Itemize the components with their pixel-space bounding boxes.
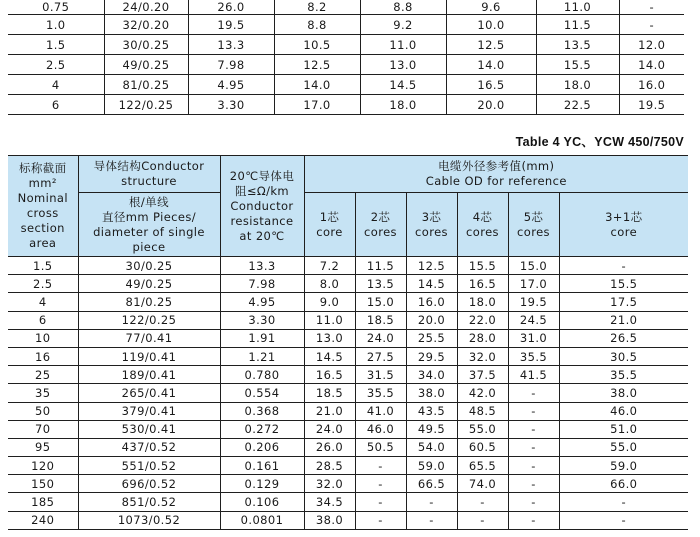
table-cell: 49.5 <box>406 420 457 438</box>
header-conductor-structure: 导体结构Conductor structure <box>78 156 220 193</box>
table-cell: 120 <box>8 457 78 475</box>
table-cell: 41.5 <box>508 366 559 384</box>
table-cell: 31.0 <box>508 329 559 347</box>
table-cell: 13.3 <box>220 257 304 275</box>
table-cell: 15.5 <box>457 257 508 275</box>
table-cell: 7.98 <box>188 55 274 75</box>
table-cell: 32.0 <box>457 347 508 365</box>
table-cell: 48.5 <box>457 402 508 420</box>
table-cell: - <box>355 493 406 511</box>
table-cell: - <box>406 493 457 511</box>
table-cell: - <box>457 493 508 511</box>
table-cell: 10.0 <box>446 15 536 35</box>
table-cell: 11.0 <box>536 0 619 15</box>
table-cell: - <box>559 257 688 275</box>
table-cell: 0.161 <box>220 457 304 475</box>
table-cell: 15.5 <box>536 55 619 75</box>
table-cell: 34.5 <box>304 493 355 511</box>
table-cell: - <box>559 493 688 511</box>
table-cell: 13.0 <box>304 329 355 347</box>
table-cell: 13.0 <box>360 55 446 75</box>
table-cell: 19.5 <box>508 293 559 311</box>
table-cell: 189/0.41 <box>78 366 220 384</box>
table-cell: 55.0 <box>457 420 508 438</box>
table-cell: 19.5 <box>619 95 684 115</box>
table-cell: 17.0 <box>274 95 360 115</box>
table-cell: 0.554 <box>220 384 304 402</box>
table-cell: 18.0 <box>360 95 446 115</box>
table-cell: 35.5 <box>355 384 406 402</box>
table-cell: 16.0 <box>406 293 457 311</box>
table-cell: 66.5 <box>406 475 457 493</box>
table-row <box>8 402 688 420</box>
table-cell: 1.5 <box>8 257 78 275</box>
table-cell: 14.5 <box>406 275 457 293</box>
table-row <box>8 493 688 511</box>
table-cell: 50 <box>8 402 78 420</box>
table-cell: 0.368 <box>220 402 304 420</box>
table-cell: 0.106 <box>220 493 304 511</box>
table-cell: 59.0 <box>406 457 457 475</box>
table-cell: 43.5 <box>406 402 457 420</box>
header-core-4: 4芯 cores <box>457 193 508 257</box>
table-cell: 10.5 <box>274 35 360 55</box>
table-row <box>8 275 688 293</box>
table-cell: 12.0 <box>619 35 684 55</box>
table-cell: 4.95 <box>188 75 274 95</box>
table-cell: 18.5 <box>355 311 406 329</box>
header-core-2: 2芯 cores <box>355 193 406 257</box>
table-row <box>8 35 684 55</box>
table-cell: 8.8 <box>274 15 360 35</box>
table-cell: 0.206 <box>220 438 304 456</box>
table-cell: 14.0 <box>619 55 684 75</box>
table-cell: 34.0 <box>406 366 457 384</box>
table-cell: 18.0 <box>457 293 508 311</box>
table-cell: 22.0 <box>457 311 508 329</box>
table-cell: 0.780 <box>220 366 304 384</box>
table-cell: 55.0 <box>559 438 688 456</box>
table-cell: 65.5 <box>457 457 508 475</box>
table-cell: 12.5 <box>274 55 360 75</box>
table-row <box>8 15 684 35</box>
table-cell: 150 <box>8 475 78 493</box>
table-cell: 14.5 <box>360 75 446 95</box>
table-cell: 18.0 <box>536 75 619 95</box>
table-cell: 0.129 <box>220 475 304 493</box>
header-core-3plus1: 3+1芯 core <box>559 193 688 257</box>
table-cell: 14.0 <box>274 75 360 95</box>
table-cell: 10 <box>8 329 78 347</box>
previous-table-body <box>8 0 684 115</box>
table-cell: 11.5 <box>536 15 619 35</box>
table-row <box>8 457 688 475</box>
table-cell: 95 <box>8 438 78 456</box>
table-cell: 25.5 <box>406 329 457 347</box>
table-cell: 50.5 <box>355 438 406 456</box>
cable-spec-table <box>8 155 688 530</box>
table-row <box>8 95 684 115</box>
table-row <box>8 55 684 75</box>
table-row <box>8 438 688 456</box>
table-cell: 27.5 <box>355 347 406 365</box>
table-cell: 46.0 <box>559 402 688 420</box>
table-cell: 9.2 <box>360 15 446 35</box>
table-cell: 0.75 <box>8 0 104 15</box>
table-row <box>8 329 688 347</box>
table-cell: 26.0 <box>188 0 274 15</box>
table-cell: 16.5 <box>304 366 355 384</box>
table-cell: 15.0 <box>508 257 559 275</box>
table-cell: 14.5 <box>304 347 355 365</box>
table-cell: 28.0 <box>457 329 508 347</box>
table-cell: 8.0 <box>304 275 355 293</box>
table-cell: - <box>619 0 684 15</box>
table-cell: 20.0 <box>406 311 457 329</box>
table-cell: 240 <box>8 511 78 529</box>
table-cell: 24/0.20 <box>104 0 188 15</box>
table-cell: 35.5 <box>559 366 688 384</box>
table-cell: 16.5 <box>457 275 508 293</box>
table-cell: - <box>619 15 684 35</box>
header-cable-od: 电缆外径参考值(mm) Cable OD for reference <box>304 156 688 193</box>
table-row <box>8 420 688 438</box>
table-cell: - <box>355 457 406 475</box>
table-cell: 696/0.52 <box>78 475 220 493</box>
table-cell: 851/0.52 <box>78 493 220 511</box>
header-pieces-diameter: 根/单线 直径mm Pieces/ diameter of single piece <box>78 193 220 257</box>
table-cell: 28.5 <box>304 457 355 475</box>
table-cell: 35.5 <box>508 347 559 365</box>
table-cell: - <box>559 511 688 529</box>
table-cell: 26.0 <box>304 438 355 456</box>
table-cell: 38.0 <box>304 511 355 529</box>
table-cell: 437/0.52 <box>78 438 220 456</box>
table-cell: 15.5 <box>559 275 688 293</box>
table-cell: 31.5 <box>355 366 406 384</box>
table-cell: 4.95 <box>220 293 304 311</box>
table-cell: 70 <box>8 420 78 438</box>
table-cell: 0.0801 <box>220 511 304 529</box>
table-caption: Table 4 YC、YCW 450/750V <box>515 135 684 149</box>
table-cell: 81/0.25 <box>104 75 188 95</box>
table-cell: 81/0.25 <box>78 293 220 311</box>
table-cell: 379/0.41 <box>78 402 220 420</box>
table-cell: 38.0 <box>559 384 688 402</box>
table-cell: 1.5 <box>8 35 104 55</box>
header-core-1: 1芯 core <box>304 193 355 257</box>
table-cell: 41.0 <box>355 402 406 420</box>
table-cell: 1.0 <box>8 15 104 35</box>
table-cell: 30/0.25 <box>78 257 220 275</box>
table-cell: 4 <box>8 293 78 311</box>
table-body <box>8 257 688 530</box>
table-row <box>8 311 688 329</box>
table-cell: 16.5 <box>446 75 536 95</box>
table-cell: 7.98 <box>220 275 304 293</box>
table-cell: 49/0.25 <box>104 55 188 75</box>
table-cell: 12.5 <box>406 257 457 275</box>
table-cell: 13.5 <box>355 275 406 293</box>
table-cell: 7.2 <box>304 257 355 275</box>
table-row <box>8 366 688 384</box>
table-cell: 30.5 <box>559 347 688 365</box>
table-cell: 37.5 <box>457 366 508 384</box>
table-cell: - <box>355 475 406 493</box>
table-cell: 6 <box>8 95 104 115</box>
table-cell: 51.0 <box>559 420 688 438</box>
header-core-3: 3芯 cores <box>406 193 457 257</box>
table-cell: - <box>406 511 457 529</box>
table-row <box>8 0 684 15</box>
table-cell: 38.0 <box>406 384 457 402</box>
table-cell: 3.30 <box>188 95 274 115</box>
table-cell: 18.5 <box>304 384 355 402</box>
table-cell: 0.272 <box>220 420 304 438</box>
table-cell: 24.0 <box>355 329 406 347</box>
table-cell: 119/0.41 <box>78 347 220 365</box>
table-cell: - <box>508 475 559 493</box>
table-cell: 16 <box>8 347 78 365</box>
table-cell: 25 <box>8 366 78 384</box>
table-cell: 15.0 <box>355 293 406 311</box>
table-cell: 8.8 <box>360 0 446 15</box>
table-cell: 17.0 <box>508 275 559 293</box>
table-cell: 9.0 <box>304 293 355 311</box>
table-cell: 49/0.25 <box>78 275 220 293</box>
table-cell: 74.0 <box>457 475 508 493</box>
table-cell: - <box>508 384 559 402</box>
table-cell: 265/0.41 <box>78 384 220 402</box>
header-nominal-area: 标称截面 mm² Nominal cross section area <box>8 156 78 257</box>
table-cell: - <box>508 457 559 475</box>
table-cell: 66.0 <box>559 475 688 493</box>
table-cell: 11.5 <box>355 257 406 275</box>
table-cell: 13.3 <box>188 35 274 55</box>
table-cell: 29.5 <box>406 347 457 365</box>
table-cell: - <box>508 420 559 438</box>
table-cell: 6 <box>8 311 78 329</box>
table-cell: 19.5 <box>188 15 274 35</box>
table-cell: 122/0.25 <box>104 95 188 115</box>
table-cell: 551/0.52 <box>78 457 220 475</box>
table-cell: 1.91 <box>220 329 304 347</box>
table-cell: 30/0.25 <box>104 35 188 55</box>
table-cell: 32/0.20 <box>104 15 188 35</box>
table-cell: 22.5 <box>536 95 619 115</box>
table-row <box>8 257 688 275</box>
table-row <box>8 75 684 95</box>
table-cell: 21.0 <box>559 311 688 329</box>
table-cell: 2.5 <box>8 55 104 75</box>
table-cell: 77/0.41 <box>78 329 220 347</box>
table-cell: 35 <box>8 384 78 402</box>
table-cell: 20.0 <box>446 95 536 115</box>
table-cell: - <box>508 493 559 511</box>
table-cell: 1.21 <box>220 347 304 365</box>
table-cell: - <box>508 402 559 420</box>
table-header <box>8 156 688 257</box>
table-cell: 12.5 <box>446 35 536 55</box>
table-cell: 3.30 <box>220 311 304 329</box>
table-cell: - <box>457 511 508 529</box>
table-cell: - <box>508 511 559 529</box>
table-row <box>8 384 688 402</box>
table-cell: 42.0 <box>457 384 508 402</box>
table-cell: 1073/0.52 <box>78 511 220 529</box>
table-cell: 122/0.25 <box>78 311 220 329</box>
header-core-5: 5芯 cores <box>508 193 559 257</box>
table-row <box>8 475 688 493</box>
table-cell: 59.0 <box>559 457 688 475</box>
table-cell: 26.5 <box>559 329 688 347</box>
table-row <box>8 293 688 311</box>
table-cell: 24.5 <box>508 311 559 329</box>
table-cell: 8.2 <box>274 0 360 15</box>
table-cell: 16.0 <box>619 75 684 95</box>
table-cell: 14.0 <box>446 55 536 75</box>
table-cell: - <box>355 511 406 529</box>
table-cell: 13.5 <box>536 35 619 55</box>
table-cell: 21.0 <box>304 402 355 420</box>
table-cell: 11.0 <box>304 311 355 329</box>
table-cell: 9.6 <box>446 0 536 15</box>
table-cell: 32.0 <box>304 475 355 493</box>
table-cell: 4 <box>8 75 104 95</box>
table-cell: 11.0 <box>360 35 446 55</box>
table-cell: - <box>508 438 559 456</box>
table-cell: 2.5 <box>8 275 78 293</box>
previous-table-fragment <box>8 0 684 115</box>
table-cell: 46.0 <box>355 420 406 438</box>
header-conductor-resistance: 20℃导体电 阻≤Ω/km Conductor resistance at 20℃ <box>220 156 304 257</box>
table-cell: 530/0.41 <box>78 420 220 438</box>
table-cell: 54.0 <box>406 438 457 456</box>
table-cell: 24.0 <box>304 420 355 438</box>
table-cell: 17.5 <box>559 293 688 311</box>
table-row <box>8 511 688 529</box>
table-row <box>8 347 688 365</box>
table-cell: 185 <box>8 493 78 511</box>
table-cell: 60.5 <box>457 438 508 456</box>
